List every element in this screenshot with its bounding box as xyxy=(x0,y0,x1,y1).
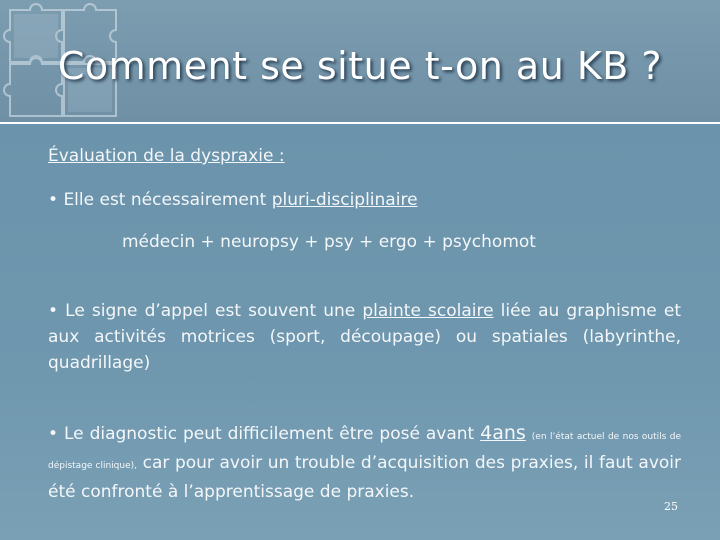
bullet-item-2 xyxy=(48,298,681,376)
bullet-3-suffix: car pour avoir un trouble d’acquisition des praxies, il faut avoir été confronté à l’apprentissage de praxies. xyxy=(48,453,681,502)
bullet-2-suffix: liée au graphisme et aux activités motrices (sport, découpage) ou spatiales (labyrinthe, quadrillage) xyxy=(48,301,681,373)
bullet-1-underlined: pluri-disciplinaire xyxy=(271,190,418,210)
bullet-3-text: Le diagnostic peut difficilement être posé avant xyxy=(63,424,481,444)
bullet-1-text: Elle est nécessairement xyxy=(63,190,272,210)
bullet-item-3 xyxy=(48,420,681,505)
bullet-item-1 xyxy=(48,190,418,210)
section-subtitle: Évaluation de la dyspraxie : xyxy=(48,146,285,166)
bullet-2-underlined: plainte scolaire xyxy=(362,301,494,321)
bullet-marker: • xyxy=(48,301,59,321)
bullet-marker: • xyxy=(48,424,59,444)
bullet-marker: • xyxy=(48,190,59,210)
slide-title: Comment se situe t-on au KB ? xyxy=(57,44,663,88)
disciplines-list: médecin + neuropsy + psy + ergo + psychomot xyxy=(122,232,536,252)
bullet-3-age: 4ans xyxy=(480,422,526,444)
page-number: 25 xyxy=(664,500,678,513)
bullet-3-note: (en l’état actuel de nos outils de dépistage clinique), xyxy=(48,432,682,471)
bullet-2-text: Le signe d’appel est souvent une xyxy=(65,301,363,321)
